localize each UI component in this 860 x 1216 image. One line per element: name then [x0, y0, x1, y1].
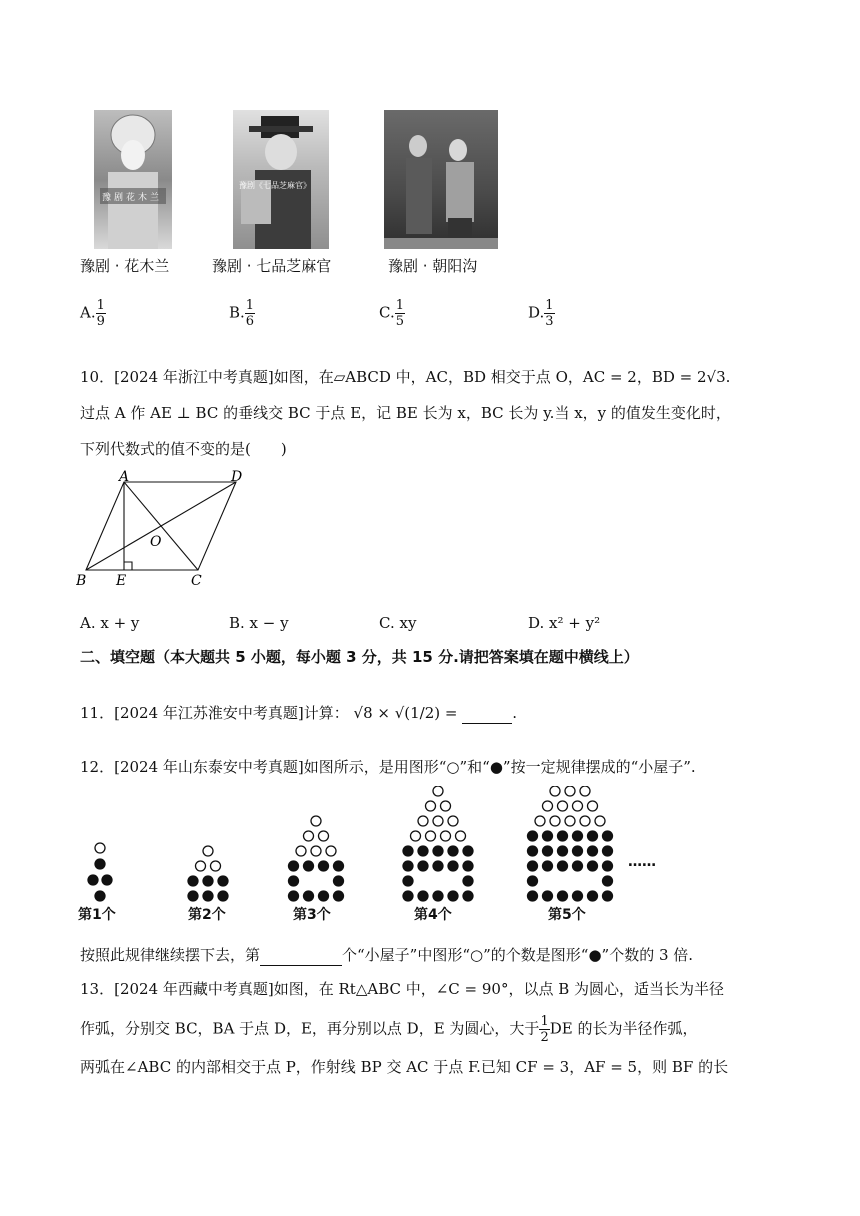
caption-qipin-zhimaguan: 豫剧 · 七品芝麻官	[212, 257, 332, 275]
solid-dot	[573, 846, 583, 856]
solid-dot	[603, 891, 613, 901]
q9-option-c-frac: $\frac{1}{5}$	[395, 298, 404, 329]
hollow-dot	[311, 846, 321, 856]
solid-dot	[218, 876, 228, 886]
q9-option-d	[528, 298, 555, 329]
solid-dot	[448, 846, 458, 856]
solid-dot	[188, 891, 198, 901]
solid-dot	[463, 861, 473, 871]
hollow-dot	[580, 786, 590, 796]
q9-option-d-label: D.	[528, 303, 545, 322]
q9-option-c	[379, 298, 405, 329]
hollow-dot	[550, 816, 560, 826]
q13-half-frac: $\frac{1}{2}$	[540, 1014, 549, 1045]
solid-dot	[528, 846, 538, 856]
q13-line-1: 13．[2024 年西藏中考真题]如图，在 Rt△ABC 中，∠C = 90°，以点 B 为圆心，适当长为半径	[80, 980, 725, 998]
q10-parallelogram-figure	[76, 470, 256, 590]
solid-dot	[403, 891, 413, 901]
q10-option-d: D. x² + y²	[528, 614, 601, 632]
q12-answer-blank[interactable]	[260, 949, 342, 966]
hollow-dot	[565, 816, 575, 826]
q9-option-b-label: B.	[229, 303, 245, 322]
solid-dot	[543, 846, 553, 856]
q12-line-1: 12．[2024 年山东泰安中考真题]如图所示，是用图形“○”和“●”按一定规律摆成的“小屋子”.	[80, 758, 696, 776]
q13-line-3: 两弧在∠ABC 的内部相交于点 P，作射线 BP 交 AC 于点 F.已知 CF = 3，AF = 5，则 BF 的长	[80, 1058, 729, 1076]
hollow-dot	[543, 801, 553, 811]
q12-label-1: 第1个	[78, 907, 116, 923]
q10-line-1: 10．[2024 年浙江中考真题]如图，在▱ABCD 中，AC，BD 相交于点 O，AC = 2，BD = 2√3.	[80, 368, 731, 386]
solid-dot	[403, 861, 413, 871]
solid-dot	[203, 876, 213, 886]
solid-dot	[528, 891, 538, 901]
photo-hua-mulan	[94, 110, 172, 249]
q12-houses-figure	[76, 786, 696, 931]
q12-line-2-a: 按照此规律继续摆下去，第	[80, 946, 261, 964]
hollow-dot	[433, 816, 443, 826]
solid-dot	[403, 846, 413, 856]
hollow-dot	[196, 861, 206, 871]
q13-line-2-a: 作弧，分别交 BC，BA 于点 D，E，再分别以点 D，E 为圆心，大于	[80, 1019, 540, 1038]
solid-dot	[319, 861, 329, 871]
hollow-dot	[580, 816, 590, 826]
solid-dot	[558, 831, 568, 841]
solid-dot	[218, 891, 228, 901]
hollow-dot	[456, 831, 466, 841]
solid-dot	[463, 876, 473, 886]
photo-chaoyanggou-figures	[384, 110, 498, 249]
q11-suffix: .	[512, 704, 518, 722]
solid-dot	[558, 861, 568, 871]
solid-dot	[433, 846, 443, 856]
solid-dot	[543, 861, 553, 871]
section-2-heading: 二、填空题（本大题共 5 小题，每小题 3 分，共 15 分.请把答案填在题中横线上）	[80, 648, 639, 666]
q12-label-5: 第5个	[548, 907, 586, 923]
q12-label-2: 第2个	[188, 907, 226, 923]
solid-dot	[588, 861, 598, 871]
hollow-dot	[211, 861, 221, 871]
hollow-dot	[535, 816, 545, 826]
solid-dot	[334, 891, 344, 901]
solid-dot	[573, 891, 583, 901]
hollow-dot	[203, 846, 213, 856]
solid-dot	[319, 891, 329, 901]
solid-dot	[88, 875, 98, 885]
solid-dot	[448, 861, 458, 871]
solid-dot	[463, 846, 473, 856]
q10-option-b: B. x − y	[229, 614, 289, 632]
q9-option-d-frac: $\frac{1}{3}$	[545, 298, 554, 329]
hollow-dot	[411, 831, 421, 841]
solid-dot	[558, 846, 568, 856]
hollow-dot	[588, 801, 598, 811]
solid-dot	[418, 846, 428, 856]
q9-option-b-frac: $\frac{1}{6}$	[245, 298, 255, 329]
solid-dot	[573, 861, 583, 871]
q9-option-c-label: C.	[379, 303, 395, 322]
q11-line	[80, 702, 517, 724]
solid-dot	[543, 891, 553, 901]
q9-option-b	[229, 298, 255, 329]
q11-answer-blank[interactable]	[462, 707, 512, 724]
solid-dot	[102, 875, 112, 885]
solid-dot	[95, 859, 105, 869]
hollow-dot	[326, 846, 336, 856]
caption-chaoyanggou: 豫剧 · 朝阳沟	[388, 257, 478, 275]
solid-dot	[289, 861, 299, 871]
photo-qipin-zhimaguan	[233, 110, 329, 249]
solid-dot	[528, 876, 538, 886]
q12-label-4: 第4个	[414, 907, 452, 923]
solid-dot	[558, 891, 568, 901]
solid-dot	[203, 891, 213, 901]
hollow-dot	[441, 801, 451, 811]
hollow-dot	[319, 831, 329, 841]
caption-hua-mulan: 豫剧 · 花木兰	[80, 257, 170, 275]
hollow-dot	[565, 786, 575, 796]
q9-option-a-frac: $\frac{1}{9}$	[96, 298, 105, 329]
hollow-dot	[296, 846, 306, 856]
solid-dot	[334, 876, 344, 886]
q9-option-a-label: A.	[80, 303, 96, 322]
q10-label-e: E	[116, 573, 127, 589]
q13-line-2	[80, 1014, 697, 1045]
photo-hua-mulan-text: 豫剧花木兰	[102, 193, 163, 203]
q12-line-2	[80, 944, 693, 966]
solid-dot	[289, 876, 299, 886]
solid-dot	[289, 891, 299, 901]
hollow-dot	[433, 786, 443, 796]
solid-dot	[603, 876, 613, 886]
hollow-dot	[311, 816, 321, 826]
q11-prefix: 11．[2024 年江苏淮安中考真题]计算：	[80, 704, 349, 722]
hollow-dot	[426, 801, 436, 811]
solid-dot	[463, 891, 473, 901]
q10-line-3: 下列代数式的值不变的是( )	[80, 440, 287, 458]
hollow-dot	[595, 816, 605, 826]
hollow-dot	[550, 786, 560, 796]
q10-line-2: 过点 A 作 AE ⊥ BC 的垂线交 BC 于点 E，记 BE 长为 x，BC 长为 y.当 x，y 的值发生变化时，	[80, 404, 731, 422]
solid-dot	[603, 861, 613, 871]
solid-dot	[403, 876, 413, 886]
q9-option-a	[80, 298, 106, 329]
photo-hua-mulan-figure	[94, 110, 172, 249]
solid-dot	[528, 831, 538, 841]
hollow-dot	[95, 843, 105, 853]
q12-line-2-b: 个“小屋子”中图形“○”的个数是图形“●”个数的 3 倍.	[342, 946, 694, 964]
q10-label-b: B	[76, 573, 87, 589]
solid-dot	[528, 861, 538, 871]
solid-dot	[603, 831, 613, 841]
q11-expression: √8 × √(1/2) =	[353, 704, 458, 722]
q10-label-d: D	[231, 470, 243, 485]
photo-chaoyanggou	[384, 110, 498, 249]
solid-dot	[603, 846, 613, 856]
hollow-dot	[418, 816, 428, 826]
q10-label-c: C	[191, 573, 202, 589]
hollow-dot	[441, 831, 451, 841]
solid-dot	[304, 861, 314, 871]
solid-dot	[304, 891, 314, 901]
q10-option-a: A. x + y	[80, 614, 140, 632]
q13-line-2-b: DE 的长为半径作弧，	[549, 1019, 698, 1038]
hollow-dot	[304, 831, 314, 841]
q12-label-3: 第3个	[293, 907, 331, 923]
q10-label-o: O	[150, 534, 162, 550]
hollow-dot	[448, 816, 458, 826]
solid-dot	[188, 876, 198, 886]
hollow-dot	[573, 801, 583, 811]
q12-ellipsis: ……	[628, 854, 656, 870]
solid-dot	[588, 831, 598, 841]
solid-dot	[573, 831, 583, 841]
solid-dot	[95, 891, 105, 901]
photo-qipin-text: 豫剧《七品芝麻官》	[239, 181, 311, 190]
q10-option-c: C. xy	[379, 614, 417, 632]
solid-dot	[448, 891, 458, 901]
hollow-dot	[426, 831, 436, 841]
solid-dot	[418, 891, 428, 901]
q10-label-a: A	[119, 470, 130, 485]
solid-dot	[588, 891, 598, 901]
solid-dot	[588, 846, 598, 856]
hollow-dot	[558, 801, 568, 811]
solid-dot	[543, 831, 553, 841]
solid-dot	[433, 861, 443, 871]
solid-dot	[433, 891, 443, 901]
solid-dot	[334, 861, 344, 871]
solid-dot	[418, 861, 428, 871]
